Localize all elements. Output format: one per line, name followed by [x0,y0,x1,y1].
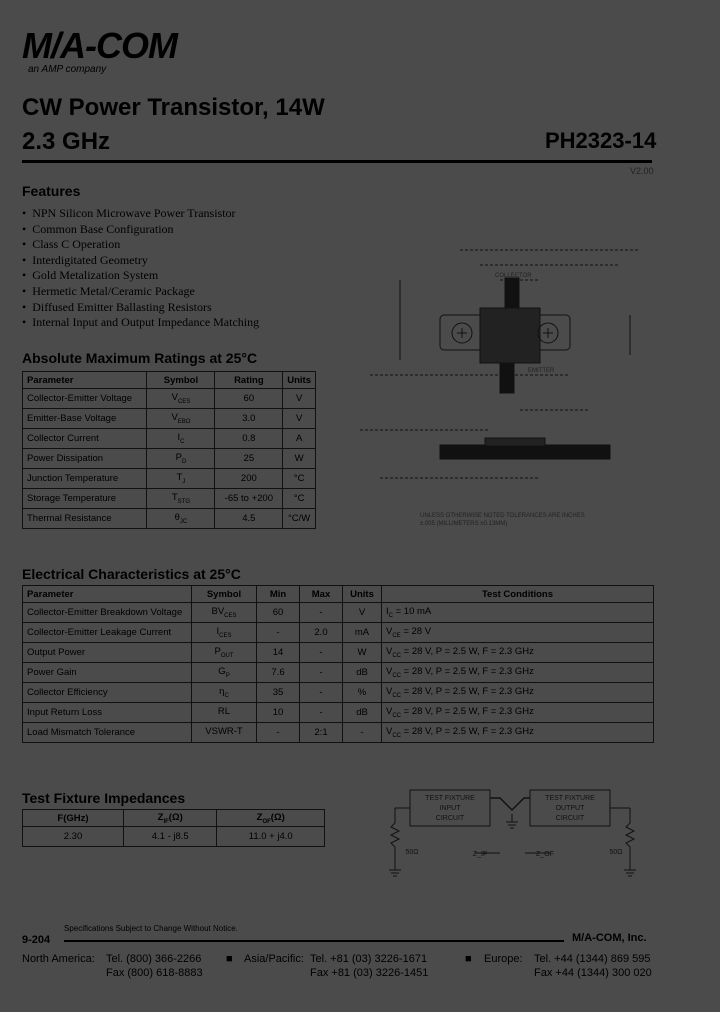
title-rule [22,160,652,163]
ap-label: Asia/Pacific: [244,953,304,965]
table-row [23,469,316,489]
feature-item: • Interdigitated Geometry [22,253,259,269]
rating-cell: 0.8 [215,429,283,449]
min-cell: - [257,723,300,743]
table-row [23,623,654,643]
param-cell: Power Dissipation [23,449,147,469]
table-row [23,489,316,509]
param-cell: Collector-Emitter Voltage [23,389,147,409]
col-frequency: F(GHz) [23,810,124,827]
symbol-cell: $G_P$ [192,663,257,683]
table-row [23,603,654,623]
feature-item: • Internal Input and Output Impedance Matching [22,315,259,331]
abs-max-table [22,371,316,529]
param-cell: Thermal Resistance [23,509,147,529]
col-test-conditions: Test Conditions [382,586,654,603]
feature-item: • Diffused Emitter Ballasting Resistors [22,300,259,316]
rating-cell: 200 [215,469,283,489]
min-cell: 60 [257,603,300,623]
rating-cell: 60 [215,389,283,409]
abs-max-heading: Absolute Maximum Ratings at 25°C [22,350,258,366]
rating-cell: 3.0 [215,409,283,429]
condition-cell: $V_{CC} = 28$ V, P = 2.5 W, F = 2.3 GHz [382,663,654,683]
max-cell: - [300,603,343,623]
table-row [23,663,654,683]
table-row [23,409,316,429]
table-row [23,389,316,409]
symbol-cell: $BV_{CES}$ [192,603,257,623]
col-zof: $Z_{OF}(\Omega)$ [217,810,325,827]
elec-char-heading: Electrical Characteristics at 25°C [22,566,241,582]
logo-tagline: an AMP company [28,64,107,75]
symbol-cell: $I_C$ [147,429,215,449]
max-cell: 2:1 [300,723,343,743]
table-row [23,683,654,703]
condition-cell: $V_{CE} = 28$ V [382,623,654,643]
table-row [23,703,654,723]
symbol-cell: RL [192,703,257,723]
col-parameter: Parameter [23,586,192,603]
output-box-line1: TEST FIXTURE [545,795,595,802]
ap-tel: Tel. +81 (03) 3226-1671 [310,953,428,965]
zof-cell: 11.0 + j4.0 [217,827,325,847]
col-rating: Rating [215,372,283,389]
table-row [23,643,654,663]
eu-label: Europe: [484,953,523,965]
param-cell: Collector Current [23,429,147,449]
na-label: North America: [22,953,95,965]
table-row [23,827,325,847]
na-fax: Fax (800) 618-8883 [106,967,203,979]
units-cell: °C/W [283,509,316,529]
feature-item: • Class C Operation [22,237,259,253]
col-parameter: Parameter [23,372,147,389]
max-cell: 2.0 [300,623,343,643]
min-cell: 7.6 [257,663,300,683]
param-cell: Junction Temperature [23,469,147,489]
feature-item: • NPN Silicon Microwave Power Transistor [22,206,259,222]
condition-cell: $V_{CC} = 28$ V, P = 2.5 W, F = 2.3 GHz [382,643,654,663]
package-tolerance-note: UNLESS OTHERWISE NOTED TOLERANCES ARE INCHES ±.005 (MILLIMETERS ±0.13MM) [420,513,585,527]
package-outline-drawing [340,220,670,530]
condition-cell: $I_C = 10$ mA [382,603,654,623]
symbol-cell: $V_{CES}$ [147,389,215,409]
param-cell: Collector Efficiency [23,683,192,703]
col-units: Units [343,586,382,603]
param-cell: Collector-Emitter Leakage Current [23,623,192,643]
symbol-cell: $T_{STG}$ [147,489,215,509]
param-cell: Load Mismatch Tolerance [23,723,192,743]
table-row [23,449,316,469]
output-box-line2: OUTPUT [555,805,585,812]
col-symbol: Symbol [147,372,215,389]
table-row [23,429,316,449]
units-cell: °C [283,489,316,509]
na-tel: Tel. (800) 366-2266 [106,953,202,965]
max-cell: - [300,643,343,663]
feature-item: • Hermetic Metal/Ceramic Package [22,284,259,300]
units-cell: V [283,409,316,429]
spec-notice: Specifications Subject to Change Without Notice. [64,924,238,933]
col-zif: $Z_{IF}(\Omega)$ [124,810,217,827]
units-cell: mA [343,623,382,643]
zif-cell: 4.1 - j8.5 [124,827,217,847]
bullet-icon: ■ [226,953,233,965]
units-cell: W [343,643,382,663]
units-cell: V [343,603,382,623]
test-fixture-diagram [380,778,655,888]
features-list [22,206,259,331]
rating-cell: 25 [215,449,283,469]
col-units: Units [283,372,316,389]
freq-cell: 2.30 [23,827,124,847]
min-cell: 35 [257,683,300,703]
ap-fax: Fax +81 (03) 3226-1451 [310,967,429,979]
table-row [23,723,654,743]
eu-fax: Fax +44 (1344) 300 020 [534,967,652,979]
max-cell: - [300,683,343,703]
part-number: PH2323-14 [545,128,657,153]
page-number: 9-204 [22,934,51,946]
condition-cell: $V_{CC} = 28$ V, P = 2.5 W, F = 2.3 GHz [382,703,654,723]
input-box-line1: TEST FIXTURE [425,795,475,802]
symbol-cell: $P_{OUT}$ [192,643,257,663]
condition-cell: $V_{CC} = 28$ V, P = 2.5 W, F = 2.3 GHz [382,683,654,703]
symbol-cell: VSWR-T [192,723,257,743]
right-ohm-label: 50Ω [609,849,623,856]
symbol-cell: $T_J$ [147,469,215,489]
symbol-cell: $I_{CES}$ [192,623,257,643]
min-cell: 10 [257,703,300,723]
features-heading: Features [22,183,81,199]
col-max: Max [300,586,343,603]
max-cell: - [300,703,343,723]
units-cell: dB [343,703,382,723]
units-cell: - [343,723,382,743]
units-cell: °C [283,469,316,489]
rating-cell: -65 to +200 [215,489,283,509]
units-cell: % [343,683,382,703]
param-cell: Power Gain [23,663,192,683]
max-cell: - [300,663,343,683]
left-ohm-label: 50Ω [405,849,419,856]
units-cell: A [283,429,316,449]
doc-title-line2: 2.3 GHz [22,128,111,155]
symbol-cell: $\eta_C$ [192,683,257,703]
min-cell: 14 [257,643,300,663]
rating-cell: 4.5 [215,509,283,529]
feature-item: • Gold Metalization System [22,268,259,284]
collector-label: COLLECTOR [495,273,532,279]
param-cell: Emitter-Base Voltage [23,409,147,429]
footer-rule [64,940,564,942]
input-box-line3: CIRCUIT [435,815,465,822]
condition-cell: $V_{CC} = 28$ V, P = 2.5 W, F = 2.3 GHz [382,723,654,743]
col-min: Min [257,586,300,603]
company-name: M/A-COM, Inc. [572,932,647,944]
version: V2.00 [630,166,654,176]
bullet-icon: ■ [465,953,472,965]
eu-tel: Tel. +44 (1344) 869 595 [534,953,651,965]
table-row [23,509,316,529]
emitter-label: EMITTER [528,368,555,374]
symbol-cell: $\theta_{JC}$ [147,509,215,529]
symbol-cell: $V_{EBO}$ [147,409,215,429]
min-cell: - [257,623,300,643]
fixture-table [22,809,325,847]
col-symbol: Symbol [192,586,257,603]
output-box-line3: CIRCUIT [555,815,585,822]
doc-title-line1: CW Power Transistor, 14W [22,94,325,121]
param-cell: Collector-Emitter Breakdown Voltage [23,603,192,623]
units-cell: V [283,389,316,409]
param-cell: Output Power [23,643,192,663]
param-cell: Input Return Loss [23,703,192,723]
param-cell: Storage Temperature [23,489,147,509]
units-cell: W [283,449,316,469]
symbol-cell: $P_D$ [147,449,215,469]
macom-logo: M/A-COM [22,25,177,66]
zif-label: Z_IF [472,851,488,858]
input-box-line2: INPUT [439,805,461,812]
units-cell: dB [343,663,382,683]
fixture-heading: Test Fixture Impedances [22,790,186,806]
elec-char-table [22,585,654,743]
feature-item: • Common Base Configuration [22,222,259,238]
zof-label: Z_OF [536,851,554,858]
